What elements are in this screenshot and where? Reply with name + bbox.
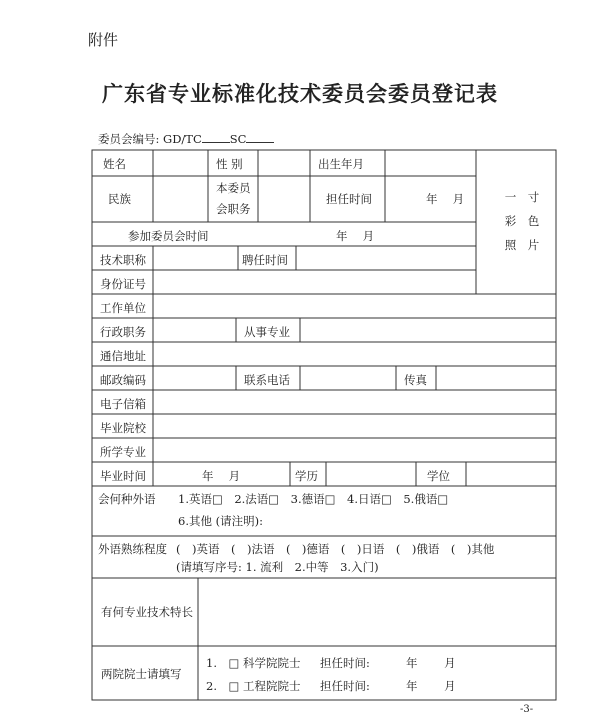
photo-text-1: 一 寸 bbox=[504, 190, 540, 204]
academician-engineering-ym: 年 月 bbox=[406, 679, 456, 693]
academician-science-term: 担任时间: bbox=[320, 656, 370, 670]
proficiency-options[interactable]: ( )英语 ( )法语 ( )德语 ( )日语 ( )俄语 ( )其他 bbox=[176, 542, 495, 556]
form-title: 广东省专业标准化技术委员会委员登记表 bbox=[102, 81, 498, 106]
postcode-label: 邮政编码 bbox=[100, 373, 146, 387]
grad-year-month: 年 月 bbox=[202, 469, 241, 483]
term-year-month: 年 月 bbox=[426, 192, 465, 206]
birth-label: 出生年月 bbox=[318, 157, 364, 171]
appoint-time-label: 聘任时间 bbox=[242, 253, 288, 267]
name-label: 姓名 bbox=[103, 157, 126, 171]
photo-text-3: 照 片 bbox=[504, 238, 540, 252]
page-number: -3- bbox=[520, 704, 534, 715]
attachment-label: 附件 bbox=[88, 31, 119, 49]
language-other[interactable]: 6.其他 (请注明): bbox=[178, 514, 263, 528]
committee-sc-label: SC bbox=[229, 132, 247, 146]
major-label: 所学专业 bbox=[100, 445, 146, 459]
join-year-month: 年 月 bbox=[336, 229, 375, 243]
email-label: 电子信箱 bbox=[100, 397, 146, 411]
committee-number-label: 委员会编号: GD/TC bbox=[98, 132, 202, 146]
id-number-label: 身份证号 bbox=[100, 277, 146, 291]
photo-box bbox=[492, 185, 552, 257]
fax-label: 传真 bbox=[404, 373, 427, 387]
language-options[interactable]: 1.英语□ 2.法语□ 3.德语□ 4.日语□ 5.俄语□ bbox=[178, 492, 449, 506]
education-label: 学历 bbox=[295, 469, 318, 483]
phone-label: 联系电话 bbox=[244, 373, 290, 387]
committee-role-label-2: 会职务 bbox=[216, 202, 251, 216]
academician-science-ym: 年 月 bbox=[406, 656, 456, 670]
term-label: 担任时间 bbox=[326, 192, 372, 206]
academician-label: 两院院士请填写 bbox=[101, 667, 182, 681]
degree-label: 学位 bbox=[427, 469, 450, 483]
proficiency-label: 外语熟练程度 bbox=[98, 542, 167, 556]
academician-science[interactable]: 1. □ 科学院院士 bbox=[206, 656, 301, 670]
work-unit-label: 工作单位 bbox=[100, 301, 146, 315]
specialty-label: 有何专业技术特长 bbox=[101, 605, 193, 619]
gender-label: 性 别 bbox=[216, 157, 243, 171]
grad-time-label: 毕业时间 bbox=[100, 469, 146, 483]
ethnic-label: 民族 bbox=[108, 192, 131, 206]
proficiency-hint: (请填写序号: 1. 流利 2.中等 3.入门) bbox=[176, 560, 379, 574]
address-label: 通信地址 bbox=[100, 349, 146, 363]
academician-engineering-term: 担任时间: bbox=[320, 679, 370, 693]
admin-post-label: 行政职务 bbox=[100, 325, 146, 339]
photo-text-2: 彩 色 bbox=[504, 214, 540, 228]
languages-label: 会何种外语 bbox=[98, 492, 156, 506]
join-time-label: 参加委员会时间 bbox=[128, 229, 209, 243]
profession-label: 从事专业 bbox=[244, 325, 290, 339]
school-label: 毕业院校 bbox=[100, 421, 146, 435]
academician-engineering[interactable]: 2. □ 工程院院士 bbox=[206, 679, 301, 693]
committee-role-label-1: 本委员 bbox=[216, 181, 251, 195]
tech-title-label: 技术职称 bbox=[100, 253, 146, 267]
